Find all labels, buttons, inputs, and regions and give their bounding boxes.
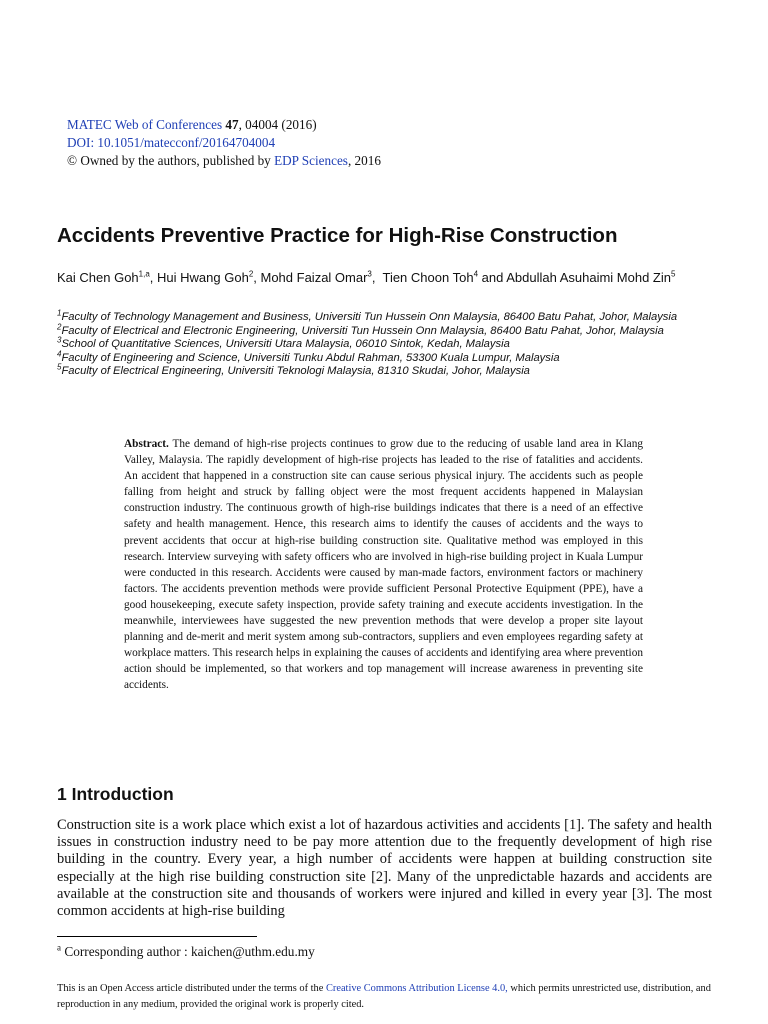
publication-year: (2016): [281, 117, 317, 132]
introduction-paragraph: Construction site is a work place which exist a lot of hazardous activities and accidents [1]. The safety and health issues in construction industry need to be pay more attention due to the frequently development of high rise building in the country. Every year, a high number of accidents were happen at building construction site especially at the high rise building construction site [2]. Many of the unpredictable hazards and accidents are available at the construction site and thousands of workers were injured and killed in every year [3]. The most common accidents at high-rise building: [57, 817, 712, 920]
author-separator: and: [478, 270, 507, 285]
author-affiliation-sup: 4: [473, 269, 479, 279]
footnote: [57, 944, 315, 960]
affiliation-text: Faculty of Electrical and Electronic Engineering, Universiti Tun Hussein Onn Malaysia, 86400 Batu Pahat, Johor, Malaysia: [61, 324, 664, 337]
affiliation-list: [57, 308, 727, 379]
license-notice: [57, 981, 717, 1013]
affiliation-sup: 5: [57, 362, 62, 372]
author-name: Tien Choon Toh: [382, 270, 474, 285]
author-list: [57, 270, 717, 286]
author-name: Abdullah Asuhaimi Mohd Zin: [506, 270, 671, 285]
journal-volume: 47: [225, 117, 239, 132]
copyright-suffix: , 2016: [347, 153, 381, 168]
affiliation-item: [57, 308, 727, 325]
footnote-marker: a: [57, 942, 61, 953]
affiliation-text: Faculty of Electrical Engineering, Universiti Teknologi Malaysia, 81310 Skudai, Johor, Malaysia: [61, 365, 530, 378]
affiliation-sup: 3: [57, 335, 62, 345]
section-heading-introduction: 1 Introduction: [57, 784, 174, 804]
journal-name-link[interactable]: MATEC Web of Conferences: [67, 117, 223, 132]
affiliation-text: Faculty of Technology Management and Business, Universiti Tun Hussein Onn Malaysia, 86400 Batu Pahat, Johor, Malaysia: [61, 311, 678, 323]
author-name: Hui Hwang Goh: [157, 270, 249, 285]
affiliation-sup: 1: [57, 308, 62, 318]
affiliation-sup: 4: [57, 349, 62, 359]
copyright-line: [67, 152, 381, 170]
paper-title: Accidents Preventive Practice for High-Rise Construction: [57, 224, 618, 247]
article-number: , 04004: [238, 117, 279, 132]
journal-header: [67, 116, 381, 170]
author-name: Mohd Faizal Omar: [260, 270, 368, 285]
author-affiliation-sup: 3: [367, 269, 372, 279]
journal-citation: [67, 116, 381, 134]
author-affiliation-sup: 1,a: [138, 269, 150, 279]
author-separator: ,: [371, 270, 383, 285]
abstract-text: The demand of high-rise projects continues to grow due to the reducing of usable land area in Klang Valley, Malaysia. The rapidly development of high-rise projects has leaded to the rise of fatalities and accidents. An accident that happened in a construction site can cause serious physical injury. The accidents such as people falling from height and struck by falling object were the most frequent accidents happened in Malaysian construction industry. The continuous growth of high-rise buildings indicates that there is a need of an effective safety and health management. Hence, this research aims to identify the causes of accidents and the ways to prevent accidents that occur at high-rise building construction site. Qualitative method was employed in this research. Interview surveying with safety officers who are involved in high-rise building project in Kuala Lumpur were conducted in this research. Accidents were caused by man-made factors, environment factors or machinery factors. The accidents prevention methods were provide sufficient Personal Protective Equipment (PPE), have a good housekeeping, execute safety inspection, provide safety training and execute accidents investigation. In the meanwhile, interviewees have suggested the new prevention methods that were develop a proper site layout planning and de-merit and merit system among sub-contractors, suppliers and even employees regarding safety at workplace matters. This research helps in explaining the causes of accidents and identifying area where prevention action should be implemented, so that workers and top management will increase awareness in preventing site accidents.: [124, 438, 643, 692]
affiliation-item: [57, 349, 727, 366]
affiliation-text: Faculty of Engineering and Science, Universiti Tunku Abdul Rahman, 53300 Kuala Lumpur, Malaysia: [61, 351, 560, 364]
publisher-link[interactable]: EDP Sciences: [274, 153, 348, 168]
author-separator: ,: [149, 270, 158, 285]
author-affiliation-sup: 5: [670, 269, 676, 279]
affiliation-item: [57, 321, 727, 339]
author-affiliation-sup: 2: [248, 269, 254, 279]
affiliation-sup: 2: [57, 321, 62, 331]
license-suffix: which permits unrestricted use, distribution, and reproduction in any medium, provided the original work is properly cited.: [57, 983, 711, 1010]
copyright-prefix: © Owned by the authors, published by: [67, 153, 275, 168]
affiliation-item: [57, 335, 727, 352]
abstract: [124, 436, 643, 694]
cc-license-link[interactable]: Creative Commons Attribution License 4.0,: [325, 983, 508, 994]
license-prefix: This is an Open Access article distributed under the terms of the: [57, 983, 326, 994]
author-name: Kai Chen Goh: [57, 270, 139, 285]
footnote-text: Corresponding author : kaichen@uthm.edu.my: [61, 944, 315, 959]
abstract-label: Abstract.: [124, 438, 169, 450]
author-separator: ,: [253, 270, 261, 285]
footnote-divider: [57, 936, 257, 937]
affiliation-text: School of Quantitative Sciences, Universiti Utara Malaysia, 06010 Sintok, Kedah, Malaysia: [61, 338, 510, 351]
doi-link[interactable]: DOI: 10.1051/matecconf/20164704004: [67, 135, 276, 150]
affiliation-item: [57, 362, 727, 379]
